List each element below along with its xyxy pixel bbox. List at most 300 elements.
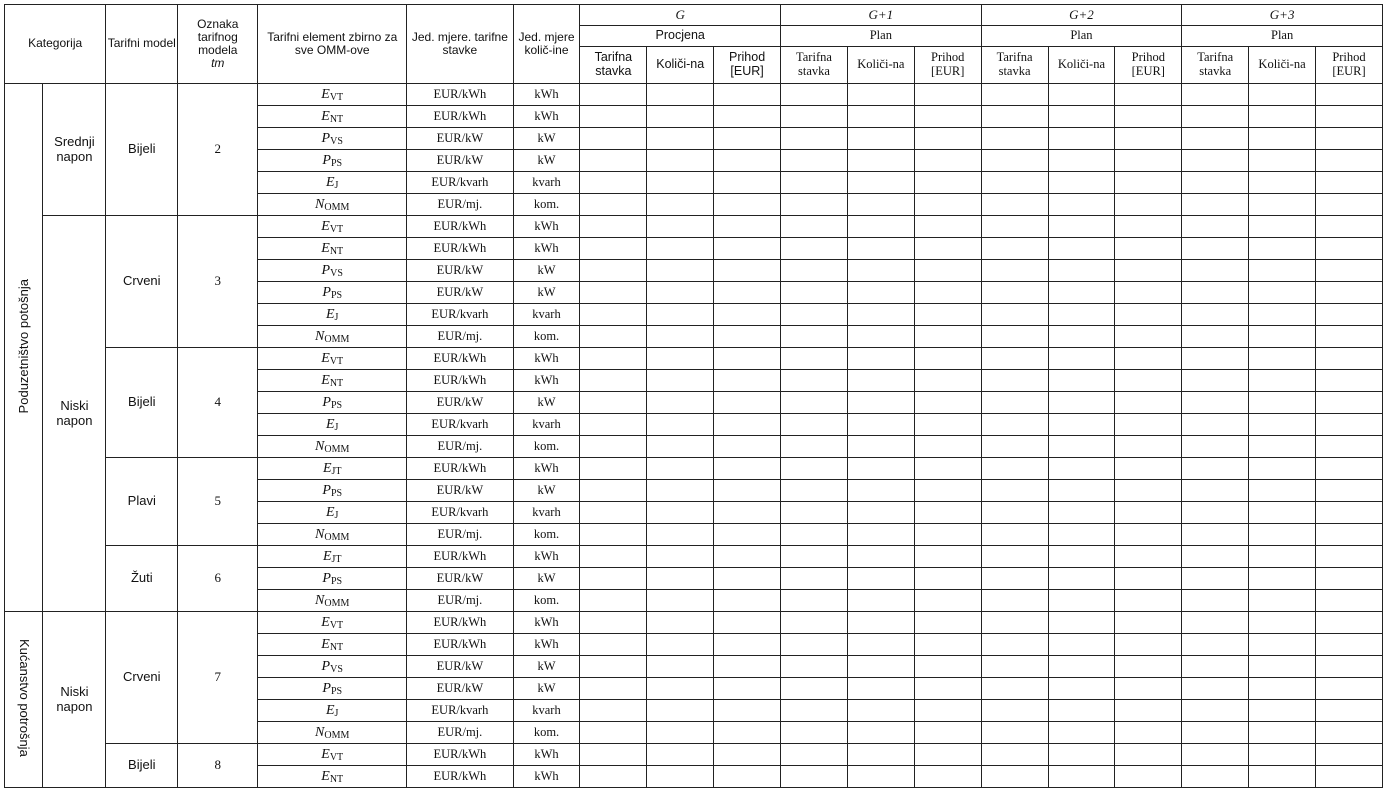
value-cell — [714, 524, 781, 546]
value-cell — [1048, 436, 1115, 458]
tariff-element-cell — [258, 480, 407, 502]
value-cell — [847, 414, 914, 436]
value-cell — [847, 172, 914, 194]
tariff-element-symbol: N — [315, 196, 325, 212]
value-cell — [914, 282, 981, 304]
value-cell — [781, 84, 848, 106]
value-cell — [981, 84, 1048, 106]
value-cell — [714, 392, 781, 414]
tariff-element-subscript: OMM — [324, 597, 350, 609]
value-cell — [981, 194, 1048, 216]
value-cell — [1249, 744, 1316, 766]
table-row — [5, 216, 1383, 238]
model-code-cell: 8 — [178, 744, 258, 788]
value-cell — [647, 502, 714, 524]
value-cell — [1315, 612, 1382, 634]
tariff-element-symbol: E — [321, 768, 330, 784]
value-cell — [1115, 480, 1182, 502]
tariff-element-symbol: E — [321, 350, 330, 366]
value-cell — [847, 84, 914, 106]
value-cell — [714, 326, 781, 348]
value-cell — [580, 304, 647, 326]
unit-quantity-cell: kW — [513, 150, 580, 172]
value-cell — [1115, 282, 1182, 304]
table-body — [5, 84, 1383, 788]
header-oznaka-tm: tm — [211, 56, 225, 71]
tariff-element-subscript: VS — [330, 135, 343, 147]
value-cell — [647, 634, 714, 656]
model-name-cell: Crveni — [106, 612, 178, 744]
tariff-element-subscript: VT — [329, 619, 344, 631]
value-cell — [914, 436, 981, 458]
value-cell — [847, 106, 914, 128]
tariff-element-subscript: VS — [330, 663, 343, 675]
value-cell — [914, 612, 981, 634]
table-row — [5, 546, 1383, 568]
tariff-element-subscript: VT — [329, 355, 344, 367]
value-cell — [1115, 458, 1182, 480]
value-cell — [580, 458, 647, 480]
value-cell — [1182, 766, 1249, 788]
value-cell — [580, 656, 647, 678]
value-cell — [914, 458, 981, 480]
category-cell — [5, 84, 43, 612]
value-cell — [1249, 216, 1316, 238]
value-cell — [781, 304, 848, 326]
value-cell — [647, 480, 714, 502]
value-cell — [1115, 128, 1182, 150]
value-cell — [981, 568, 1048, 590]
header-oznaka — [178, 5, 258, 84]
value-cell — [580, 612, 647, 634]
header-oznaka-label: Oznaka tarifnog modela — [197, 16, 239, 57]
tariff-element-cell — [258, 766, 407, 788]
value-cell — [1115, 590, 1182, 612]
header-period-label: G+2 — [981, 5, 1182, 26]
header-tarifni-model: Tarifni model — [106, 5, 178, 84]
tariff-element-symbol: P — [322, 284, 331, 300]
tariff-element-symbol: E — [321, 372, 330, 388]
value-cell — [714, 700, 781, 722]
value-cell — [981, 414, 1048, 436]
tariff-element-subscript: NT — [329, 773, 344, 785]
value-cell — [647, 106, 714, 128]
tariff-element-subscript: OMM — [324, 729, 350, 741]
tariff-element-subscript: PS — [330, 157, 343, 169]
tariff-element-cell — [258, 392, 407, 414]
category-cell — [5, 612, 43, 788]
value-cell — [1315, 326, 1382, 348]
value-cell — [647, 700, 714, 722]
value-cell — [847, 128, 914, 150]
value-cell — [1048, 480, 1115, 502]
unit-rate-cell: EUR/kWh — [407, 370, 513, 392]
value-cell — [847, 150, 914, 172]
header-subcol: Tarifna stavka — [981, 47, 1048, 84]
unit-rate-cell: EUR/kWh — [407, 458, 513, 480]
value-cell — [1315, 414, 1382, 436]
tariff-element-symbol: E — [321, 636, 330, 652]
value-cell — [781, 238, 848, 260]
value-cell — [1048, 348, 1115, 370]
value-cell — [781, 128, 848, 150]
tariff-element-symbol: E — [325, 416, 335, 432]
value-cell — [714, 304, 781, 326]
value-cell — [647, 348, 714, 370]
value-cell — [580, 502, 647, 524]
value-cell — [1115, 260, 1182, 282]
value-cell — [1115, 546, 1182, 568]
value-cell — [1249, 524, 1316, 546]
tariff-element-subscript: J — [334, 707, 339, 719]
value-cell — [781, 766, 848, 788]
value-cell — [1249, 128, 1316, 150]
value-cell — [914, 568, 981, 590]
value-cell — [647, 216, 714, 238]
value-cell — [981, 282, 1048, 304]
value-cell — [1115, 348, 1182, 370]
unit-quantity-cell: kom. — [513, 722, 580, 744]
tariff-element-symbol: E — [322, 460, 332, 476]
tariff-element-subscript: NT — [329, 377, 344, 389]
value-cell — [914, 150, 981, 172]
value-cell — [1182, 458, 1249, 480]
tariff-element-symbol: E — [322, 548, 332, 564]
value-cell — [1182, 392, 1249, 414]
value-cell — [580, 172, 647, 194]
unit-quantity-cell: kWh — [513, 744, 580, 766]
value-cell — [580, 590, 647, 612]
tariff-element-symbol: E — [325, 504, 335, 520]
value-cell — [781, 370, 848, 392]
value-cell — [781, 282, 848, 304]
value-cell — [1048, 568, 1115, 590]
model-code-cell: 4 — [178, 348, 258, 458]
value-cell — [914, 480, 981, 502]
header-element: Tarifni element zbirno za sve OMM-ove — [258, 5, 407, 84]
value-cell — [714, 546, 781, 568]
value-cell — [1249, 458, 1316, 480]
header-subcol: Prihod [EUR] — [714, 47, 781, 84]
value-cell — [1115, 612, 1182, 634]
tariff-element-symbol: E — [325, 174, 335, 190]
tariff-element-subscript: PS — [330, 289, 343, 301]
tariff-element-subscript: JT — [331, 553, 342, 565]
value-cell — [714, 370, 781, 392]
value-cell — [781, 590, 848, 612]
value-cell — [1249, 568, 1316, 590]
value-cell — [580, 436, 647, 458]
tariff-element-cell — [258, 700, 407, 722]
value-cell — [981, 590, 1048, 612]
tariff-element-subscript: NT — [329, 641, 344, 653]
model-name-cell: Plavi — [106, 458, 178, 546]
value-cell — [981, 260, 1048, 282]
value-cell — [1315, 216, 1382, 238]
model-name-cell: Crveni — [106, 216, 178, 348]
value-cell — [647, 568, 714, 590]
value-cell — [1249, 370, 1316, 392]
value-cell — [580, 84, 647, 106]
value-cell — [714, 106, 781, 128]
value-cell — [1048, 326, 1115, 348]
value-cell — [781, 392, 848, 414]
value-cell — [714, 150, 781, 172]
unit-rate-cell: EUR/kW — [407, 678, 513, 700]
value-cell — [847, 194, 914, 216]
tariff-element-cell — [258, 414, 407, 436]
value-cell — [981, 436, 1048, 458]
value-cell — [647, 612, 714, 634]
unit-quantity-cell: kWh — [513, 612, 580, 634]
unit-rate-cell: EUR/kWh — [407, 106, 513, 128]
value-cell — [847, 458, 914, 480]
value-cell — [847, 326, 914, 348]
category-label: Poduzetništvo potošnja — [15, 278, 31, 414]
value-cell — [781, 634, 848, 656]
tariff-element-symbol: E — [321, 86, 330, 102]
value-cell — [847, 282, 914, 304]
unit-rate-cell: EUR/kWh — [407, 634, 513, 656]
value-cell — [781, 480, 848, 502]
value-cell — [914, 678, 981, 700]
value-cell — [1249, 392, 1316, 414]
value-cell — [914, 414, 981, 436]
tariff-element-subscript: NT — [329, 245, 344, 257]
tariff-element-subscript: VT — [329, 751, 344, 763]
value-cell — [647, 766, 714, 788]
value-cell — [714, 590, 781, 612]
unit-quantity-cell: kvarh — [513, 304, 580, 326]
value-cell — [781, 194, 848, 216]
value-cell — [580, 722, 647, 744]
tariff-element-cell — [258, 568, 407, 590]
value-cell — [914, 524, 981, 546]
value-cell — [1048, 722, 1115, 744]
value-cell — [1182, 150, 1249, 172]
unit-quantity-cell: kWh — [513, 546, 580, 568]
value-cell — [847, 590, 914, 612]
value-cell — [1315, 568, 1382, 590]
header-kategorija: Kategorija — [5, 5, 106, 84]
unit-quantity-cell: kWh — [513, 238, 580, 260]
value-cell — [1182, 590, 1249, 612]
value-cell — [1315, 656, 1382, 678]
value-cell — [1048, 128, 1115, 150]
category-label: Kućanstvo potrošnja — [16, 638, 32, 757]
value-cell — [1182, 568, 1249, 590]
value-cell — [1048, 766, 1115, 788]
tariff-element-symbol: P — [322, 482, 331, 498]
table-row — [5, 458, 1383, 480]
value-cell — [1182, 480, 1249, 502]
value-cell — [981, 502, 1048, 524]
header-subcol: Količi-na — [847, 47, 914, 84]
value-cell — [781, 502, 848, 524]
value-cell — [914, 634, 981, 656]
value-cell — [580, 524, 647, 546]
header-subcol: Tarifna stavka — [781, 47, 848, 84]
value-cell — [1048, 458, 1115, 480]
tariff-element-cell — [258, 656, 407, 678]
value-cell — [580, 260, 647, 282]
voltage-cell: Niski napon — [43, 216, 106, 612]
tariff-element-cell — [258, 722, 407, 744]
value-cell — [914, 172, 981, 194]
value-cell — [847, 546, 914, 568]
value-cell — [1182, 744, 1249, 766]
value-cell — [1315, 84, 1382, 106]
value-cell — [981, 700, 1048, 722]
value-cell — [1315, 304, 1382, 326]
unit-quantity-cell: kWh — [513, 216, 580, 238]
value-cell — [714, 656, 781, 678]
tariff-element-symbol: E — [321, 240, 330, 256]
value-cell — [847, 480, 914, 502]
unit-rate-cell: EUR/kWh — [407, 766, 513, 788]
model-name-cell: Bijeli — [106, 744, 178, 788]
value-cell — [914, 656, 981, 678]
tariff-element-symbol: N — [315, 724, 325, 740]
value-cell — [914, 84, 981, 106]
value-cell — [1048, 84, 1115, 106]
value-cell — [714, 766, 781, 788]
value-cell — [914, 128, 981, 150]
tariff-element-subscript: VT — [329, 223, 344, 235]
value-cell — [1249, 656, 1316, 678]
value-cell — [1182, 700, 1249, 722]
value-cell — [781, 326, 848, 348]
value-cell — [914, 260, 981, 282]
value-cell — [1048, 216, 1115, 238]
tariff-element-subscript: J — [334, 421, 339, 433]
value-cell — [914, 348, 981, 370]
value-cell — [1249, 678, 1316, 700]
tariff-element-subscript: PS — [330, 487, 343, 499]
value-cell — [914, 238, 981, 260]
value-cell — [847, 634, 914, 656]
value-cell — [781, 722, 848, 744]
value-cell — [1115, 370, 1182, 392]
table-row — [5, 348, 1383, 370]
unit-quantity-cell: kWh — [513, 766, 580, 788]
unit-quantity-cell: kW — [513, 128, 580, 150]
value-cell — [714, 172, 781, 194]
value-cell — [914, 216, 981, 238]
tariff-element-cell — [258, 458, 407, 480]
value-cell — [647, 304, 714, 326]
value-cell — [1048, 172, 1115, 194]
value-cell — [781, 414, 848, 436]
header-period-sub: Plan — [1182, 26, 1383, 47]
value-cell — [714, 568, 781, 590]
model-code-cell: 2 — [178, 84, 258, 216]
value-cell — [1182, 722, 1249, 744]
tariff-element-cell — [258, 612, 407, 634]
unit-rate-cell: EUR/kW — [407, 392, 513, 414]
unit-quantity-cell: kW — [513, 656, 580, 678]
value-cell — [847, 304, 914, 326]
unit-quantity-cell: kWh — [513, 106, 580, 128]
header-subcol: Prihod [EUR] — [914, 47, 981, 84]
value-cell — [981, 458, 1048, 480]
tariff-element-cell — [258, 194, 407, 216]
value-cell — [1048, 392, 1115, 414]
value-cell — [1115, 414, 1182, 436]
tariff-element-cell — [258, 744, 407, 766]
value-cell — [781, 744, 848, 766]
tariff-element-subscript: J — [334, 179, 339, 191]
value-cell — [781, 546, 848, 568]
model-name-cell: Žuti — [106, 546, 178, 612]
value-cell — [714, 194, 781, 216]
value-cell — [1182, 524, 1249, 546]
value-cell — [1315, 348, 1382, 370]
value-cell — [1315, 106, 1382, 128]
value-cell — [580, 546, 647, 568]
tariff-element-cell — [258, 106, 407, 128]
value-cell — [1115, 700, 1182, 722]
value-cell — [1249, 590, 1316, 612]
unit-quantity-cell: kW — [513, 568, 580, 590]
value-cell — [781, 436, 848, 458]
value-cell — [847, 678, 914, 700]
value-cell — [1115, 436, 1182, 458]
unit-quantity-cell: kom. — [513, 326, 580, 348]
value-cell — [580, 150, 647, 172]
value-cell — [1315, 458, 1382, 480]
header-period-label: G+1 — [781, 5, 982, 26]
tariff-element-symbol: E — [321, 108, 330, 124]
table-row — [5, 84, 1383, 106]
value-cell — [580, 326, 647, 348]
value-cell — [1249, 150, 1316, 172]
tariff-element-subscript: NT — [329, 113, 344, 125]
value-cell — [1182, 414, 1249, 436]
tariff-element-subscript: PS — [330, 575, 343, 587]
value-cell — [1048, 194, 1115, 216]
tariff-element-symbol: P — [321, 262, 331, 278]
unit-rate-cell: EUR/mj. — [407, 524, 513, 546]
value-cell — [580, 238, 647, 260]
value-cell — [1182, 128, 1249, 150]
tariff-element-subscript: OMM — [324, 531, 350, 543]
value-cell — [1115, 150, 1182, 172]
value-cell — [1182, 172, 1249, 194]
value-cell — [914, 304, 981, 326]
value-cell — [647, 150, 714, 172]
value-cell — [1249, 238, 1316, 260]
unit-rate-cell: EUR/kvarh — [407, 172, 513, 194]
tariff-element-cell — [258, 238, 407, 260]
unit-quantity-cell: kom. — [513, 436, 580, 458]
value-cell — [1249, 260, 1316, 282]
unit-quantity-cell: kWh — [513, 84, 580, 106]
value-cell — [1315, 700, 1382, 722]
header-jed-kolicine: Jed. mjere količ-ine — [513, 5, 580, 84]
value-cell — [714, 128, 781, 150]
value-cell — [1315, 502, 1382, 524]
value-cell — [1182, 656, 1249, 678]
value-cell — [1315, 260, 1382, 282]
value-cell — [914, 502, 981, 524]
model-name-cell: Bijeli — [106, 84, 178, 216]
value-cell — [1249, 634, 1316, 656]
tariff-element-symbol: N — [315, 526, 325, 542]
unit-quantity-cell: kom. — [513, 524, 580, 546]
value-cell — [580, 414, 647, 436]
value-cell — [1115, 678, 1182, 700]
